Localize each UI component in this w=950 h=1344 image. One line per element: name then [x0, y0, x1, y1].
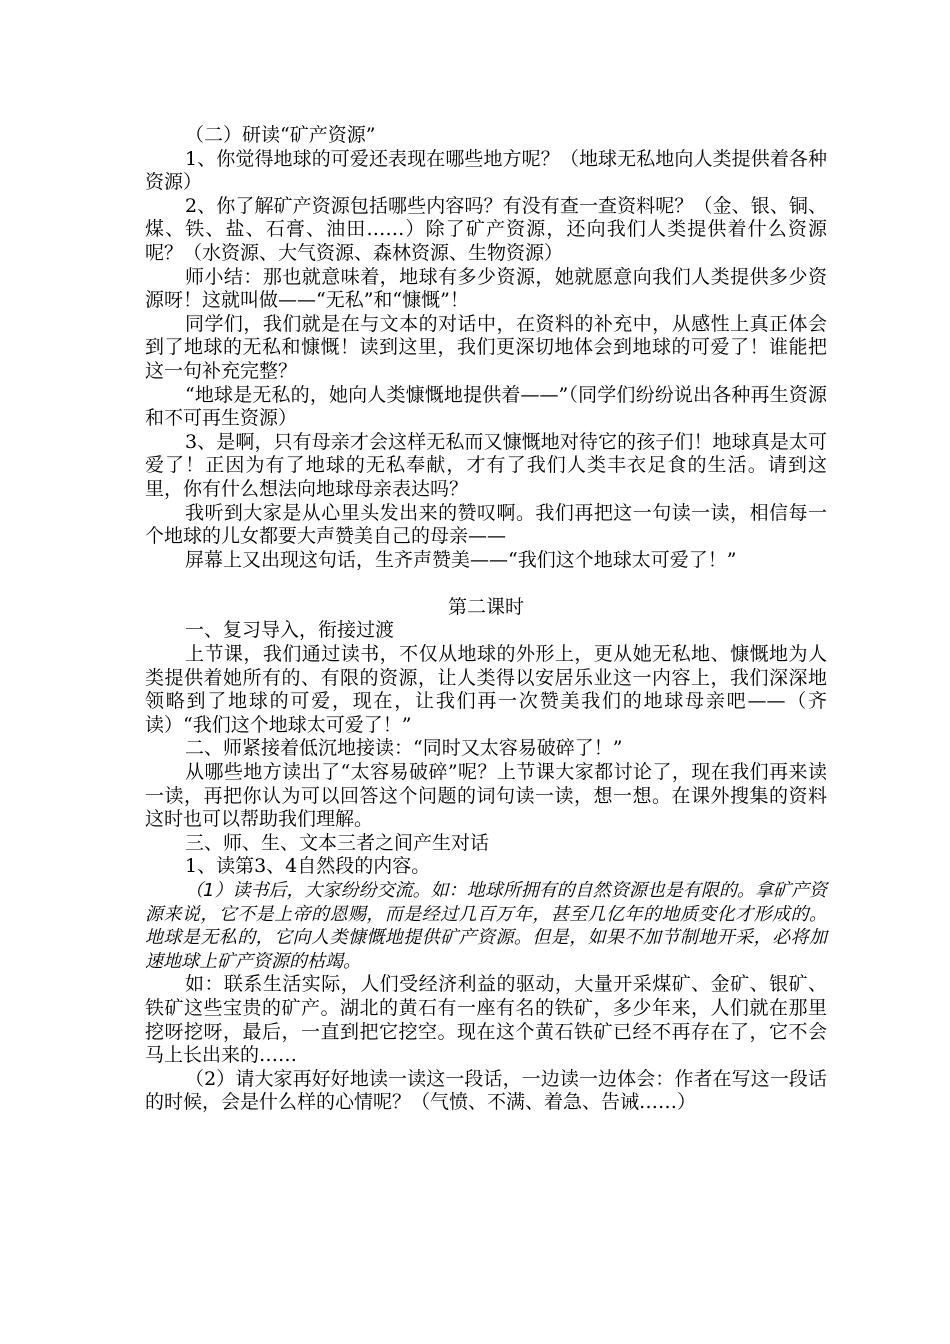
- paragraph-italic: （1）读书后，大家纷纷交流。如：地球所拥有的自然资源也是有限的。拿矿产资源来说，它不是上帝的恩赐，而是经过几百万年，甚至几亿年的地质变化才形成的。地球是无私的，它向人类慷慨地提供矿产资源。但是，如果不加节制地开采，必将加速地球上矿产资源的枯竭。: [145, 880, 827, 972]
- document-body: [145, 124, 827, 1115]
- paragraph: “地球是无私的，她向人类慷慨地提供着——”（同学们纷纷说出各种再生资源和不可再生资源）: [145, 383, 827, 430]
- section-heading: 二、师紧接着低沉地接读：“同时又太容易破碎了！”: [185, 737, 623, 760]
- paragraph: 如：联系生活实际，人们受经济利益的驱动，大量开采煤矿、金矿、银矿、铁矿这些宝贵的矿产。湖北的黄石有一座有名的铁矿，多少年来，人们就在那里挖呀挖呀，最后，一直到把它挖空。现在这个黄石铁矿已经不再存在了，它不会马上长出来的……: [145, 973, 827, 1067]
- section-heading: 三、师、生、文本三者之间产生对话: [185, 831, 490, 854]
- paragraph: （2）请大家再好好地读一读这一段话，一边读一边体会：作者在写这一段话的时候，会是什么样的心情呢？（气愤、不满、着急、告诫……）: [145, 1067, 827, 1114]
- paragraph: 同学们，我们就是在与文本的对话中，在资料的补充中，从感性上真正体会到了地球的无私和慷慨！读到这里，我们更深切地体会到地球的可爱了！谁能把这一句补充完整？: [145, 312, 827, 382]
- paragraph: 屏幕上又出现这句话，生齐声赞美——“我们这个地球太可爱了！”: [185, 548, 737, 571]
- section-heading-mineral: （二）研读“矿产资源”: [185, 124, 376, 146]
- paragraph: 3、是啊，只有母亲才会这样无私而又慷慨地对待它的孩子们！地球真是太可爱了！正因为有了地球的无私奉献，才有了我们人类丰衣足食的生活。请到这里，你有什么想法向地球母亲表达吗？: [145, 430, 827, 500]
- paragraph: 上节课，我们通过读书，不仅从地球的外形上，更从她无私地、慷慨地为人类提供着她所有的、有限的资源，让人类得以安居乐业这一内容上，我们深深地领略到了地球的可爱，现在，让我们再一次赞美我们的地球母亲吧——（齐读）“我们这个地球太可爱了！”: [145, 643, 827, 736]
- paragraph: 1、读第3、4自然段的内容。: [185, 855, 431, 878]
- section-heading: 一、复习导入，衔接过渡: [185, 619, 395, 642]
- paragraph: 1、你觉得地球的可爱还表现在哪些地方呢？（地球无私地向人类提供着各种资源）: [145, 147, 827, 194]
- paragraph: 师小结：那也就意味着，地球有多少资源，她就愿意向我们人类提供多少资源呀！这就叫做——“无私”和“慷慨”！: [145, 265, 827, 312]
- paragraph: 我听到大家是从心里头发出来的赞叹啊。我们再把这一句读一读，相信每一个地球的儿女都要大声赞美自己的母亲——: [145, 501, 827, 548]
- paragraph: 从哪些地方读出了“太容易破碎”呢？上节课大家都讨论了，现在我们再来读一读，再把你认为可以回答这个问题的词句读一读，想一想。在课外搜集的资料这时也可以帮助我们理解。: [145, 761, 827, 831]
- paragraph: 2、你了解矿产资源包括哪些内容吗？有没有查一查资料呢？（金、银、铜、煤、铁、盐、石膏、油田……）除了矿产资源，还向我们人类提供着什么资源呢？（水资源、大气资源、森林资源、生物资源）: [145, 194, 827, 264]
- spacer: [145, 572, 827, 596]
- lesson-title: 第二课时: [447, 595, 524, 618]
